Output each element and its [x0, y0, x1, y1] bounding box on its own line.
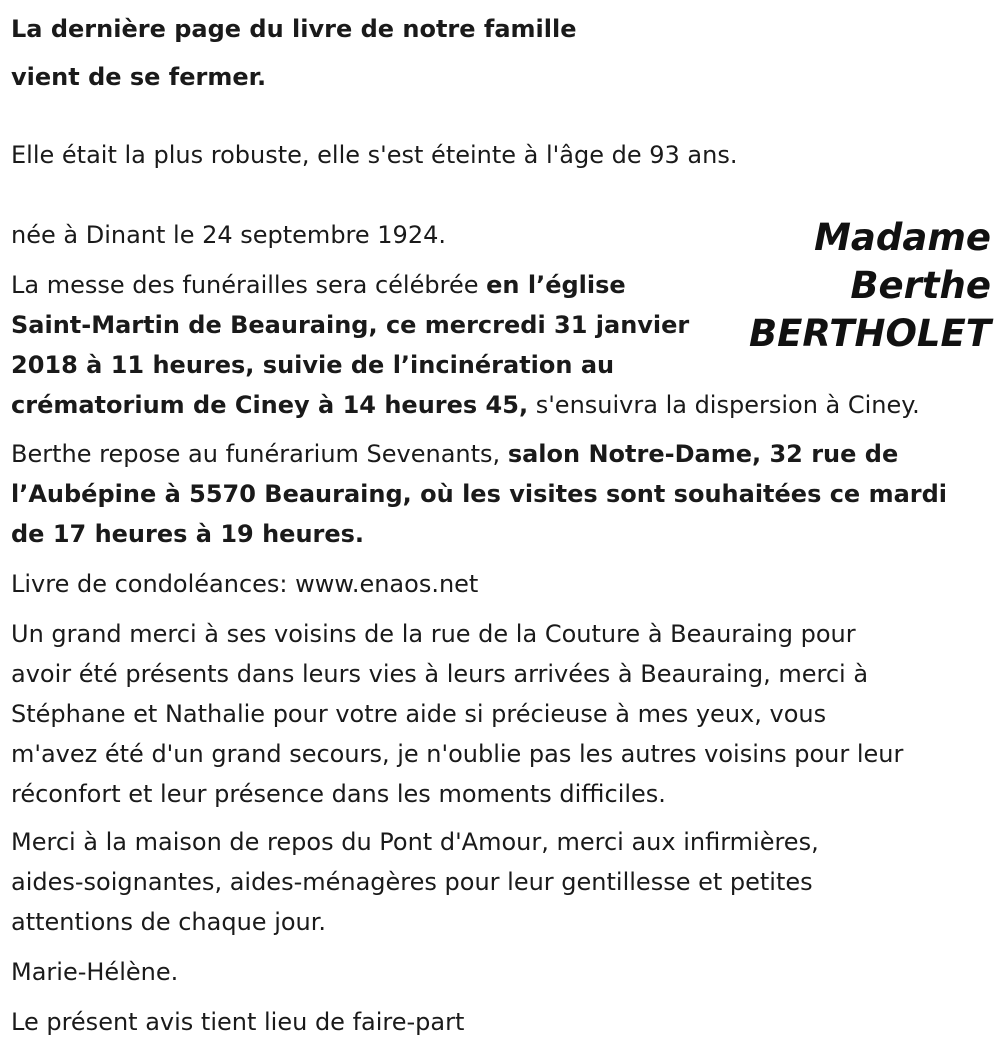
funeral-line-2 — [11, 305, 991, 345]
visitation-bold-3: de 17 heures à 19 heures. — [11, 520, 365, 548]
heading-line-1: La dernière page du livre de notre famille — [11, 15, 577, 43]
visitation-line-1 — [11, 434, 991, 474]
thanks-home-line: Merci à la maison de repos du Pont d'Amour, merci aux infirmières, — [11, 828, 819, 856]
visitation-bold-1: salon Notre-Dame, 32 rue de — [507, 440, 899, 468]
signature-paragraph — [11, 952, 991, 992]
notice-heading — [11, 5, 991, 101]
funeral-suffix: s'ensuivra la dispersion à Ciney. — [535, 391, 920, 419]
thanks-neighbors-line: m'avez été d'un grand secours, je n'oublie pas les autres voisins pour leur — [11, 740, 904, 768]
condolences-text: Livre de condoléances: www.enaos.net — [11, 570, 479, 598]
deceased-first-name: Berthe — [850, 264, 991, 307]
deceased-title: Madame — [814, 216, 991, 259]
thanks-neighbors-line: Stéphane et Nathalie pour votre aide si précieuse à mes yeux, vous — [11, 700, 827, 728]
funeral-bold-2: Saint-Martin de Beauraing, ce mercredi 31 janvier — [11, 311, 690, 339]
visitation-line-2 — [11, 474, 991, 514]
condolences-paragraph — [11, 564, 991, 604]
thanks-home-paragraph — [11, 822, 991, 942]
thanks-neighbors-line: réconfort et leur présence dans les moments difficiles. — [11, 780, 666, 808]
thanks-home-line: attentions de chaque jour. — [11, 908, 327, 936]
intro-text: Elle était la plus robuste, elle s'est éteinte à l'âge de 93 ans. — [11, 141, 738, 169]
closing-text: Le présent avis tient lieu de faire-part — [11, 1008, 465, 1036]
funeral-line-4 — [11, 385, 991, 425]
closing-paragraph — [11, 1002, 991, 1042]
funeral-paragraph — [11, 265, 991, 425]
thanks-neighbors-paragraph — [11, 614, 991, 814]
deceased-last-name: BERTHOLET — [748, 312, 991, 355]
intro-paragraph — [11, 135, 991, 175]
thanks-neighbors-line: Un grand merci à ses voisins de la rue de la Couture à Beauraing pour — [11, 620, 856, 648]
funeral-bold-3: 2018 à 11 heures, suivie de l’incinération au — [11, 351, 615, 379]
visitation-paragraph — [11, 434, 991, 554]
funeral-prefix: La messe des funérailles sera célébrée — [11, 271, 479, 299]
thanks-home-line: aides-soignantes, aides-ménagères pour leur gentillesse et petites — [11, 868, 813, 896]
heading-line-2: vient de se fermer. — [11, 63, 267, 91]
visitation-line-3 — [11, 514, 991, 554]
visitation-prefix: Berthe repose au funérarium Sevenants, — [11, 440, 501, 468]
signature-text: Marie-Hélène. — [11, 958, 179, 986]
funeral-line-3 — [11, 345, 991, 385]
funeral-bold-1: en l’église — [486, 271, 626, 299]
thanks-neighbors-line: avoir été présents dans leurs vies à leurs arrivées à Beauraing, merci à — [11, 660, 869, 688]
birth-paragraph — [11, 215, 751, 255]
visitation-bold-2: l’Aubépine à 5570 Beauraing, où les visites sont souhaitées ce mardi — [11, 480, 948, 508]
funeral-line-1 — [11, 265, 991, 305]
funeral-bold-4: crématorium de Ciney à 14 heures 45, — [11, 391, 529, 419]
birth-text: née à Dinant le 24 septembre 1924. — [11, 221, 446, 249]
